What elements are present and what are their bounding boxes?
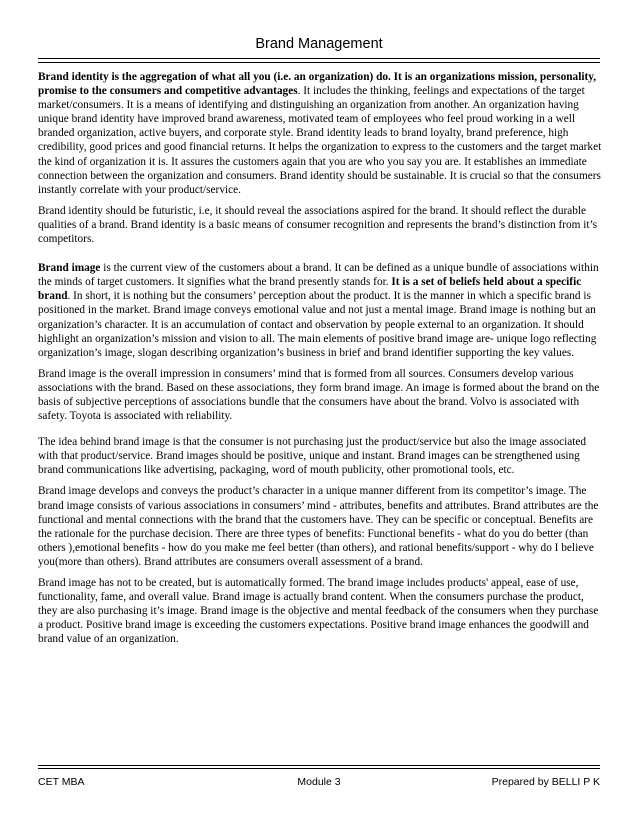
- header-rule-thin: [38, 62, 600, 63]
- paragraph-develops-conveys: Brand image develops and conveys the product’s character in a unique manner different from its competitor’s image. The brand image consists of various associations in consumers’ mind - attributes, benefits and attributes. Brand attributes are the functional and mental connections with the brand that the customers have. They can be specific or conceptual. Benefits are the rationale for the purchase decision. There are three types of benefits: Functional benefits - what do you do better (than others ),emotional benefits - how do you make me feel better (than others), and rational benefits/support - why do I believe you(more than others). Brand attributes are consumers overall assessment of a brand.: [38, 485, 599, 568]
- bold-lead-2: personality, promise to the consumers and competitive advantages: [38, 71, 597, 98]
- footer-right: Prepared by BELLI P K: [491, 776, 600, 788]
- paragraph-brand-image: [38, 261, 602, 360]
- paragraph-text: . In short, it is nothing but the consumers’ perception about the product. It is the manner in which a specific brand is positioned in the market. Brand image conveys emotional value and not just a mental image. Brand image is nothing but an organization’s character. It is an accumulation of contact and observation by people external to an organization. It should highlight an organization’s mission and vision to all. The main elements of positive brand image are- unique logo reflecting organization’s image, slogan describing organization’s business in brief and brand identifier supporting the key values.: [38, 290, 597, 359]
- paragraph-idea-behind: The idea behind brand image is that the consumer is not purchasing just the product/service but also the image associated with that product/service. Brand images should be positive, unique and instant. Brand images can be strengthened using brand communications like advertising, packaging, word of mouth publicity, other promotional tools, etc.: [38, 436, 587, 477]
- bold-definition: It is a set of beliefs held about a specific brand: [38, 276, 582, 303]
- paragraph-brand-identity-futuristic: Brand identity should be futuristic, i.e, it should reveal the associations aspired for the brand. It should reflect the durable qualities of a brand. Brand identity is a basic means of consumer recognition and represents the brand’s distinction from it’s competitors.: [38, 204, 598, 246]
- footer-center: Module 3: [297, 776, 341, 788]
- footer-rule-thin: [38, 765, 600, 766]
- footer-left: CET MBA: [38, 776, 85, 788]
- paragraph-brand-identity: [38, 70, 602, 197]
- paragraph-text: . It includes the thinking, feelings and expectations of the target market/consumers. It is a means of identifying and distinguishing an organization from another. An organization having unique brand identity have improved brand awareness, motivated team of employees who feel proud working in a well branded organization, active buyers, and corporate style. Brand identity leads to brand loyalty, brand preference, high credibility, good prices and good financial returns. It helps the organization to express to the customers and the target market the kind of organization it is. It assures the customers again that you are who you say you are. It establishes an immediate connection between the organization and consumers. Brand identity should be sustainable. It is crucial so that the consumers instantly correlate with your product/service.: [38, 85, 602, 196]
- bold-lead-1: Brand identity is the aggregation of what all you (i.e. an organization) do. It is an organizations mission,: [38, 71, 538, 83]
- bold-term: Brand image: [38, 262, 101, 275]
- footer-rule-thick: [38, 768, 600, 769]
- document-body: [38, 70, 602, 653]
- paragraph-overall-impression: Brand image is the overall impression in consumers’ mind that is formed from all sources. Consumers develop various associations with the brand. Based on these associations, they form brand image. An image is formed about the brand on the basis of subjective perceptions of associations bundle that the consumers have about the brand. Volvo is associated with safety. Toyota is associated with reliability.: [38, 367, 600, 423]
- paragraph-automatically-formed: Brand image has not to be created, but is automatically formed. The brand image includes products' appeal, ease of use, functionality, fame, and overall value. Brand image is actually brand content. When the consumers purchase the product, they are also purchasing it’s image. Brand image is the objective and mental feedback of the consumers when they purchase a product. Positive brand image is exceeding the customers expectations. Positive brand image enhances the goodwill and brand value of an organization.: [38, 577, 599, 646]
- header-rule-thick: [38, 58, 600, 59]
- paragraph-text: is the current view of the customers about a brand. It can be defined as a unique bundle of associations within the minds of target customers. It signifies what the brand presently stands for.: [38, 262, 599, 289]
- page-title: Brand Management: [255, 36, 383, 52]
